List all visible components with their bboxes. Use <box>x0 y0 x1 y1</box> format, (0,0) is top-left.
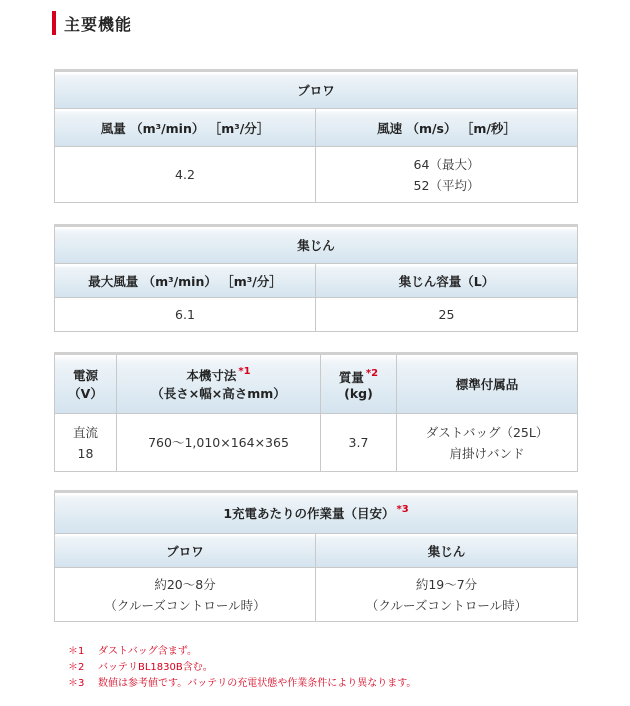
blower-airflow-value: 4.2 <box>55 147 316 203</box>
workload-dust-mode: （クルーズコントロール時） <box>365 597 528 613</box>
dust-capacity-header: 集じん容量（L） <box>316 264 578 298</box>
blower-title: ブロワ <box>55 71 578 109</box>
power-header-line1: 電源 <box>72 368 98 383</box>
footnote-2-mark: ＊2 <box>68 662 85 673</box>
heading-accent-bar <box>52 11 56 35</box>
workload-dust-header: 集じん <box>316 534 578 568</box>
dust-max-airflow-header: 最大風量 （m³/min） ［m³/分］ <box>55 264 316 298</box>
footnote-1-text: ダストバッグ含まず。 <box>98 646 197 657</box>
section-heading <box>52 10 132 36</box>
size-header-line1: 本機寸法 <box>186 368 237 383</box>
weight-header <box>321 354 397 414</box>
workload-blower-time: 約20〜8分 <box>154 576 216 592</box>
blower-airspeed-header: 風速 （m/s） ［m/秒］ <box>316 109 578 147</box>
footnote-1 <box>68 644 416 660</box>
specs-table <box>54 352 578 472</box>
accessories-value <box>397 414 578 472</box>
heading-title: 主要機能 <box>64 14 133 34</box>
size-footnote-mark: *1 <box>238 366 251 377</box>
power-value <box>55 414 117 472</box>
blower-airspeed-value <box>316 147 578 203</box>
blower-airspeed-max: 64（最大） <box>413 156 480 172</box>
footnote-3 <box>68 676 416 692</box>
power-value-line2: 18 <box>77 445 94 461</box>
workload-blower-value <box>55 568 316 622</box>
accessory-dust-bag: ダストバッグ（25L） <box>425 424 549 440</box>
workload-table <box>54 490 578 622</box>
footnote-1-mark: ＊1 <box>68 646 85 657</box>
power-value-line1: 直流 <box>72 424 98 440</box>
blower-table <box>54 69 578 203</box>
weight-header-line1: 質量 <box>338 369 364 385</box>
workload-dust-value <box>316 568 578 622</box>
dust-capacity-value: 25 <box>316 298 578 332</box>
dust-max-airflow-value: 6.1 <box>55 298 316 332</box>
workload-title <box>55 492 578 534</box>
workload-title-text: 1充電あたりの作業量（目安） <box>223 506 395 521</box>
weight-footnote-mark: *2 <box>365 367 379 379</box>
accessories-header: 標準付属品 <box>397 354 578 414</box>
power-header <box>55 354 117 414</box>
blower-airflow-header: 風量 （m³/min） ［m³/分］ <box>55 109 316 147</box>
power-header-line2: （V） <box>68 386 103 401</box>
footnote-2-text: バッテリBL1830B含む。 <box>98 662 213 673</box>
accessory-shoulder-strap: 肩掛けバンド <box>449 445 525 461</box>
workload-blower-header: ブロワ <box>55 534 316 568</box>
workload-blower-mode: （クルーズコントロール時） <box>104 597 266 613</box>
footnote-3-text: 数値は参考値です。バッテリの充電状態や作業条件により異なります。 <box>98 678 417 689</box>
workload-footnote-mark: *3 <box>396 504 409 515</box>
dust-title: 集じん <box>55 226 578 264</box>
workload-dust-time: 約19〜7分 <box>415 576 478 592</box>
size-value: 760〜1,010×164×365 <box>117 414 321 472</box>
size-header-line2: （長さ×幅×高さmm） <box>151 386 286 401</box>
weight-header-line2: (kg) <box>344 385 373 401</box>
dust-table <box>54 224 578 332</box>
size-header <box>117 354 321 414</box>
footnote-3-mark: ＊3 <box>68 678 85 689</box>
footnotes <box>68 644 416 692</box>
weight-value: 3.7 <box>321 414 397 472</box>
blower-airspeed-avg: 52（平均） <box>413 177 480 193</box>
footnote-2 <box>68 660 416 676</box>
